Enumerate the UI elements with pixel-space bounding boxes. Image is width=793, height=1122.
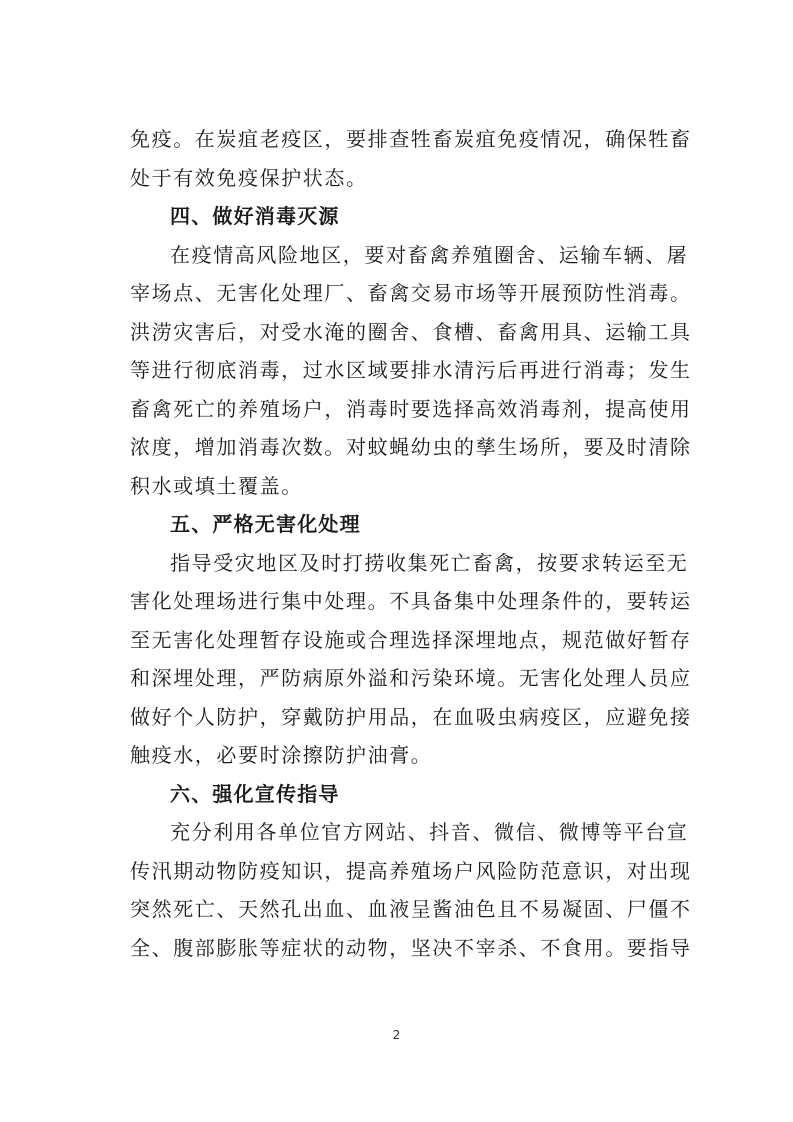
text-line: 宰场点、无害化处理厂、畜禽交易市场等开展预防性消毒。 (130, 281, 692, 305)
text-line: 免疫。在炭疽老疫区，要排查牲畜炭疽免疫情况，确保牲畜 (130, 127, 692, 151)
text-line: 传汛期动物防疫知识，提高养殖场户风险防范意识，对出现 (130, 858, 692, 883)
text-line: 突然死亡、天然孔出血、血液呈酱油色且不易凝固、尸僵不 (130, 897, 692, 921)
section-heading: 四、做好消毒灭源 (170, 204, 340, 228)
text-line: 处于有效免疫保护状态。 (130, 165, 368, 190)
text-line: 害化处理场进行集中处理。不具备集中处理条件的，要转运 (130, 589, 692, 613)
document-body (130, 120, 692, 967)
text-line: 浓度，增加消毒次数。对蚊蝇幼虫的孳生场所，要及时清除 (130, 435, 692, 459)
text-line: 至无害化处理暂存设施或合理选择深埋地点，规范做好暂存 (130, 627, 692, 652)
text-line: 等进行彻底消毒，过水区域要排水清污后再进行消毒；发生 (130, 358, 692, 382)
text-line: 做好个人防护，穿戴防护用品，在血吸虫病疫区，应避免接 (130, 704, 692, 729)
text-line: 全、腹部膨胀等症状的动物，坚决不宰杀、不食用。要指导 (130, 935, 692, 960)
text-line: 指导受灾地区及时打捞收集死亡畜禽，按要求转运至无 (170, 550, 689, 575)
text-line: 洪涝灾害后，对受水淹的圈舍、食槽、畜禽用具、运输工具 (130, 319, 692, 344)
text-line: 充分利用各单位官方网站、抖音、微信、微博等平台宣 (170, 820, 689, 844)
text-line: 积水或填土覆盖。 (130, 473, 303, 498)
section-heading: 六、强化宣传指导 (170, 781, 340, 806)
page-number: 2 (392, 1028, 401, 1042)
text-line: 和深埋处理，严防病原外溢和污染环境。无害化处理人员应 (130, 666, 692, 690)
section-heading: 五、严格无害化处理 (170, 512, 361, 536)
text-line: 在疫情高风险地区，要对畜禽养殖圈舍、运输车辆、屠 (170, 242, 689, 267)
text-line: 触疫水，必要时涂擦防护油膏。 (130, 743, 433, 767)
text-line: 畜禽死亡的养殖场户，消毒时要选择高效消毒剂，提高使用 (130, 396, 692, 421)
